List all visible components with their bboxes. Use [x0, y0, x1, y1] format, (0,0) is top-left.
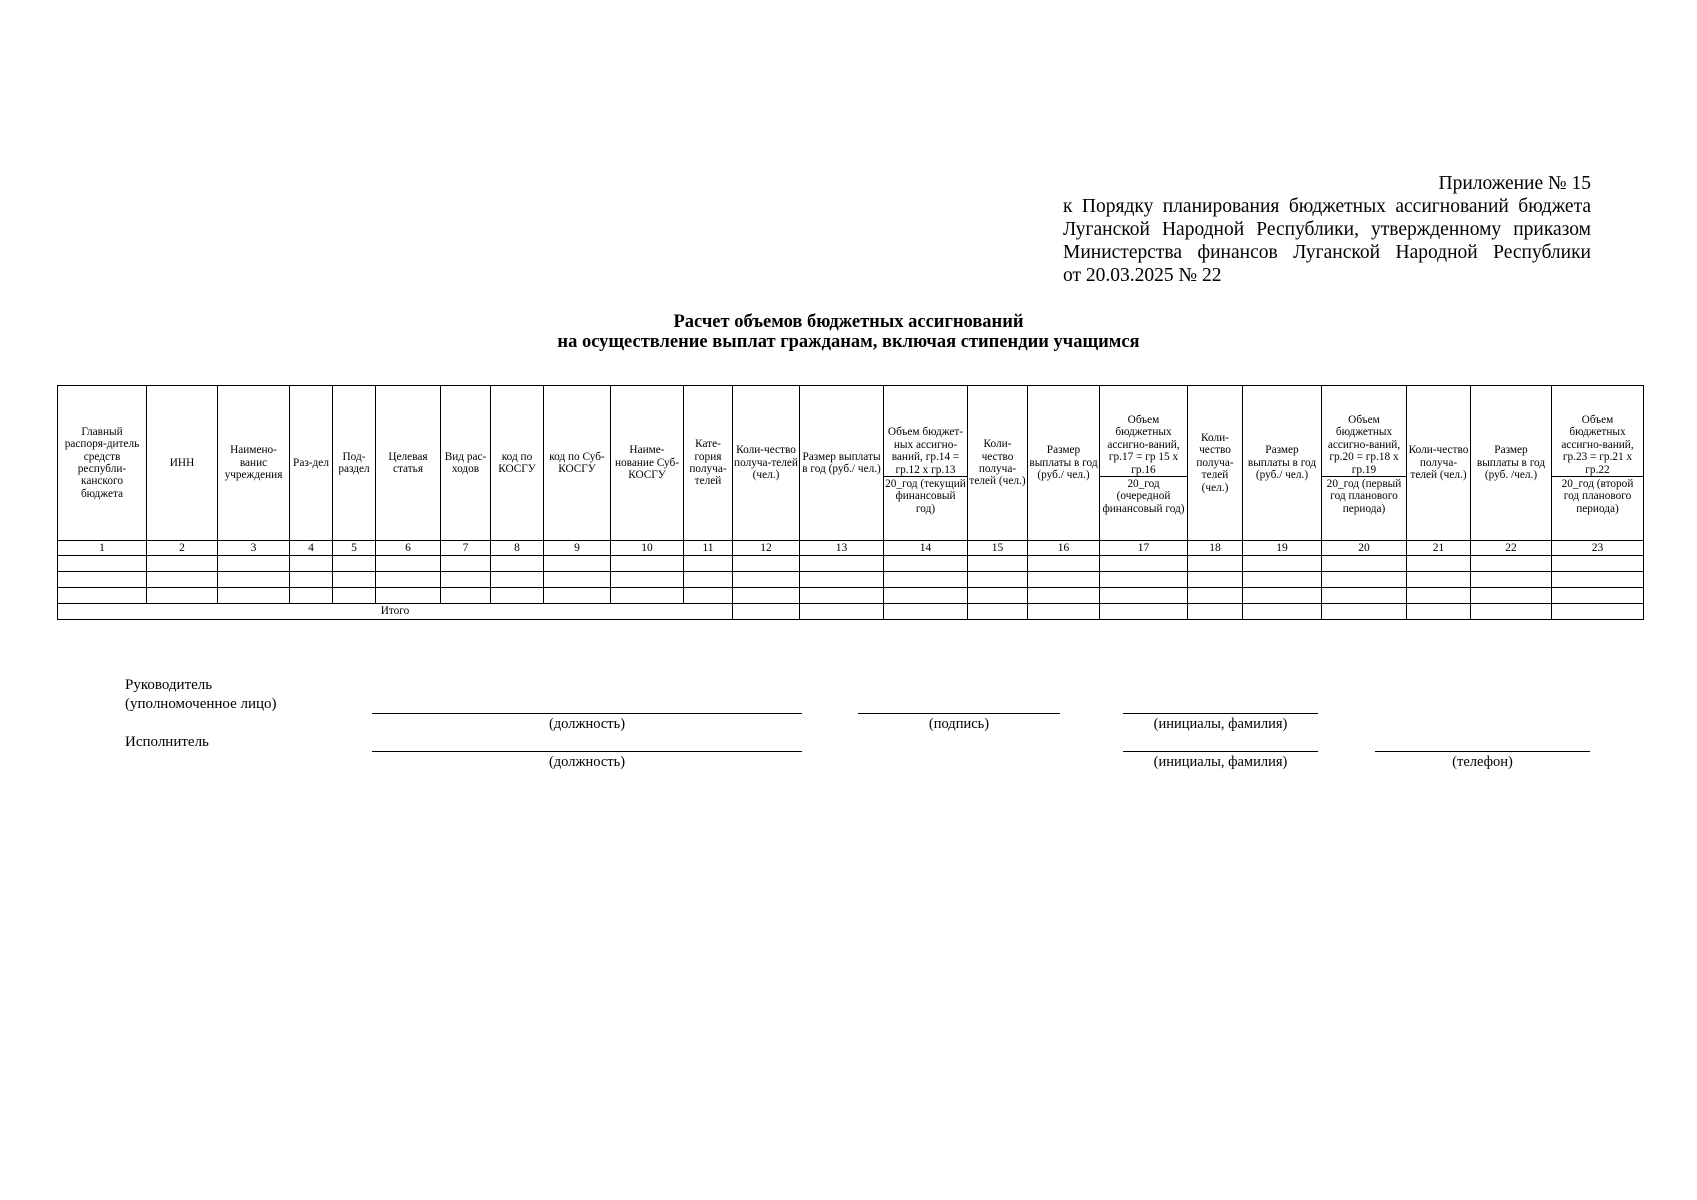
table-cell[interactable]: [58, 572, 147, 588]
budget-table: [57, 385, 1644, 620]
column-number: 18: [1188, 541, 1243, 556]
table-cell[interactable]: [1188, 588, 1243, 604]
header-cell: код по КОСГУ: [491, 386, 544, 541]
table-cell[interactable]: [684, 588, 733, 604]
table-cell[interactable]: [491, 556, 544, 572]
table-cell[interactable]: [218, 588, 290, 604]
column-number: 22: [1471, 541, 1552, 556]
column-number: 15: [968, 541, 1028, 556]
table-cell[interactable]: [1407, 556, 1471, 572]
table-cell[interactable]: [968, 588, 1028, 604]
table-cell[interactable]: [1471, 604, 1552, 620]
column-number: 14: [884, 541, 968, 556]
table-cell[interactable]: [218, 556, 290, 572]
header-cell: Коли-чество получа-телей (чел.): [968, 386, 1028, 541]
table-cell[interactable]: [1471, 588, 1552, 604]
table-cell[interactable]: [333, 588, 376, 604]
header-year: 20_год (очередной финансовый год): [1102, 478, 1185, 515]
table-cell[interactable]: [441, 556, 491, 572]
name-line[interactable]: [1123, 713, 1318, 714]
header-year: 20_год (второй год планового периода): [1561, 478, 1634, 515]
signature-line[interactable]: [858, 713, 1060, 714]
position-line[interactable]: [372, 713, 802, 714]
table-cell[interactable]: [441, 572, 491, 588]
column-number: 3: [218, 541, 290, 556]
table-cell[interactable]: [1243, 604, 1322, 620]
header-cell: Главный распоря-дитель средств республи-канского бюджета: [58, 386, 147, 541]
table-cell[interactable]: [147, 572, 218, 588]
table-cell[interactable]: [1322, 604, 1407, 620]
table-cell[interactable]: [1471, 556, 1552, 572]
header-row: [58, 386, 1644, 541]
table-cell[interactable]: [1243, 588, 1322, 604]
table-cell[interactable]: [1407, 572, 1471, 588]
table-cell[interactable]: [611, 556, 684, 572]
column-number: 23: [1552, 541, 1644, 556]
table-cell[interactable]: [800, 572, 884, 588]
phone-line[interactable]: [1375, 751, 1590, 752]
table-cell[interactable]: [1188, 572, 1243, 588]
header-cell: Кате-гория получа-телей: [684, 386, 733, 541]
header-cell: Коли-чество получа-телей (чел.): [1407, 386, 1471, 541]
table-cell[interactable]: [333, 556, 376, 572]
table-cell[interactable]: [1100, 556, 1188, 572]
header-formula: Объем бюджет-ных ассигно-ваний, гр.14 = гр.12 х гр.13: [884, 386, 967, 477]
table-cell[interactable]: [491, 588, 544, 604]
signature-caption: (подпись): [928, 716, 990, 732]
header-cell: Под-раздел: [333, 386, 376, 541]
table-cell[interactable]: [491, 572, 544, 588]
title-line: Расчет объемов бюджетных ассигнований: [673, 312, 1024, 332]
table-cell[interactable]: [290, 588, 333, 604]
header-cell: Размер выплаты в год (руб./ чел.): [1028, 386, 1100, 541]
column-number-row: [58, 541, 1644, 556]
header-cell-split: [1100, 386, 1188, 541]
position-caption: (должность): [548, 716, 626, 732]
table-cell[interactable]: [147, 588, 218, 604]
table-cell[interactable]: [147, 556, 218, 572]
table-cell[interactable]: [1552, 588, 1644, 604]
header-formula: Объем бюджетных ассигно-ваний, гр.17 = гр 15 х гр.16: [1100, 386, 1187, 477]
column-number: 12: [733, 541, 800, 556]
header-formula: Объем бюджетных ассигно-ваний, гр.20 = гр.18 х гр.19: [1322, 386, 1406, 477]
header-cell-split: [884, 386, 968, 541]
table-cell[interactable]: [218, 572, 290, 588]
table-cell[interactable]: [333, 572, 376, 588]
table-cell[interactable]: [1100, 588, 1188, 604]
appendix-line: от 20.03.2025 № 22: [1063, 265, 1222, 286]
table-cell[interactable]: [968, 604, 1028, 620]
table-cell[interactable]: [884, 556, 968, 572]
appendix-line: Министерства финансов Луганской Народной Республики: [1063, 242, 1591, 263]
header-cell: код по Суб-КОСГУ: [544, 386, 611, 541]
table-cell[interactable]: [1100, 572, 1188, 588]
column-number: 6: [376, 541, 441, 556]
executor-position-line[interactable]: [372, 751, 802, 752]
table-cell[interactable]: [1028, 556, 1100, 572]
table-cell[interactable]: [1188, 556, 1243, 572]
table-cell[interactable]: [1552, 556, 1644, 572]
column-number: 1: [58, 541, 147, 556]
column-number: 13: [800, 541, 884, 556]
column-number: 8: [491, 541, 544, 556]
column-number: 16: [1028, 541, 1100, 556]
table-cell[interactable]: [884, 572, 968, 588]
header-cell: Раз-дел: [290, 386, 333, 541]
phone-caption: (телефон): [1452, 754, 1513, 770]
header-formula: Объем бюджетных ассигно-ваний, гр.23 = гр.21 х гр.22: [1552, 386, 1643, 477]
name-caption: (инициалы, фамилия): [1153, 716, 1288, 732]
executor-name-line[interactable]: [1123, 751, 1318, 752]
table-cell[interactable]: [1552, 604, 1644, 620]
table-cell[interactable]: [1471, 572, 1552, 588]
table-cell[interactable]: [1552, 572, 1644, 588]
header-cell-split: [1552, 386, 1644, 541]
table-cell[interactable]: [733, 572, 800, 588]
table-cell[interactable]: [1322, 588, 1407, 604]
table-cell[interactable]: [1028, 588, 1100, 604]
title-line: на осуществление выплат гражданам, включая стипендии учащимся: [557, 332, 1140, 352]
head-label: Руководитель: [125, 677, 213, 693]
table-cell[interactable]: [58, 588, 147, 604]
executor-position-caption: (должность): [548, 754, 626, 770]
table-cell[interactable]: [884, 604, 968, 620]
column-number: 20: [1322, 541, 1407, 556]
table-cell[interactable]: [376, 556, 441, 572]
table-row: [58, 556, 1644, 572]
column-number: 5: [333, 541, 376, 556]
table-cell[interactable]: [800, 604, 884, 620]
executor-name-caption: (инициалы, фамилия): [1153, 754, 1288, 770]
column-number: 2: [147, 541, 218, 556]
table-cell[interactable]: [58, 556, 147, 572]
table-cell[interactable]: [733, 588, 800, 604]
table-cell[interactable]: [290, 572, 333, 588]
table-cell[interactable]: [1100, 604, 1188, 620]
table-cell[interactable]: [1028, 604, 1100, 620]
header-cell: Целевая статья: [376, 386, 441, 541]
table-cell[interactable]: [1188, 604, 1243, 620]
table-cell[interactable]: [611, 572, 684, 588]
header-cell: Коли-чество получа-телей (чел.): [733, 386, 800, 541]
table-cell[interactable]: [376, 572, 441, 588]
appendix-line: Приложение № 15: [1438, 173, 1591, 194]
header-cell: Размер выплаты в год (руб. /чел.): [1471, 386, 1552, 541]
table-cell[interactable]: [733, 604, 800, 620]
appendix-line: Луганской Народной Республики, утвержденному приказом: [1063, 219, 1591, 240]
header-cell: Размер выплаты в год (руб./ чел.): [1243, 386, 1322, 541]
table-cell[interactable]: [1407, 588, 1471, 604]
total-label: Итого: [58, 604, 733, 620]
table-cell[interactable]: [544, 556, 611, 572]
column-number: 10: [611, 541, 684, 556]
table-cell[interactable]: [884, 588, 968, 604]
appendix-block: [1063, 172, 1591, 287]
table-cell[interactable]: [611, 588, 684, 604]
table-cell[interactable]: [1322, 556, 1407, 572]
header-cell: Размер выплаты в год (руб./ чел.): [800, 386, 884, 541]
header-cell: Коли-чество получа-телей (чел.): [1188, 386, 1243, 541]
table-cell[interactable]: [968, 556, 1028, 572]
table-cell[interactable]: [441, 588, 491, 604]
appendix-line: к Порядку планирования бюджетных ассигнований бюджета: [1063, 196, 1591, 217]
head-label-authorized: (уполномоченное лицо): [125, 696, 277, 712]
table-cell[interactable]: [1243, 572, 1322, 588]
table-cell[interactable]: [290, 556, 333, 572]
table-cell[interactable]: [376, 588, 441, 604]
table-row: [58, 572, 1644, 588]
header-cell: ИНН: [147, 386, 218, 541]
header-cell-split: [1322, 386, 1407, 541]
table-cell[interactable]: [800, 556, 884, 572]
header-cell: Наиме-нование Суб-КОСГУ: [611, 386, 684, 541]
column-number: 17: [1100, 541, 1188, 556]
column-number: 19: [1243, 541, 1322, 556]
document-title: [0, 312, 1697, 352]
executor-label: Исполнитель: [125, 734, 209, 750]
table-cell[interactable]: [684, 572, 733, 588]
table-cell[interactable]: [1407, 604, 1471, 620]
header-cell: Вид рас-ходов: [441, 386, 491, 541]
table-cell[interactable]: [968, 572, 1028, 588]
table-cell[interactable]: [1243, 556, 1322, 572]
table-cell[interactable]: [544, 588, 611, 604]
table-cell[interactable]: [1028, 572, 1100, 588]
table-cell[interactable]: [544, 572, 611, 588]
table-cell[interactable]: [733, 556, 800, 572]
column-number: 9: [544, 541, 611, 556]
table-row: [58, 588, 1644, 604]
column-number: 4: [290, 541, 333, 556]
column-number: 7: [441, 541, 491, 556]
table-cell[interactable]: [800, 588, 884, 604]
table-cell[interactable]: [684, 556, 733, 572]
column-number: 11: [684, 541, 733, 556]
total-row: [58, 604, 1644, 620]
header-cell: Наимено-ванис учреждения: [218, 386, 290, 541]
column-number: 21: [1407, 541, 1471, 556]
header-year: 20_год (первый год планового периода): [1326, 478, 1402, 515]
table-cell[interactable]: [1322, 572, 1407, 588]
header-year: 20_год (текущий финансовый год): [885, 478, 966, 515]
